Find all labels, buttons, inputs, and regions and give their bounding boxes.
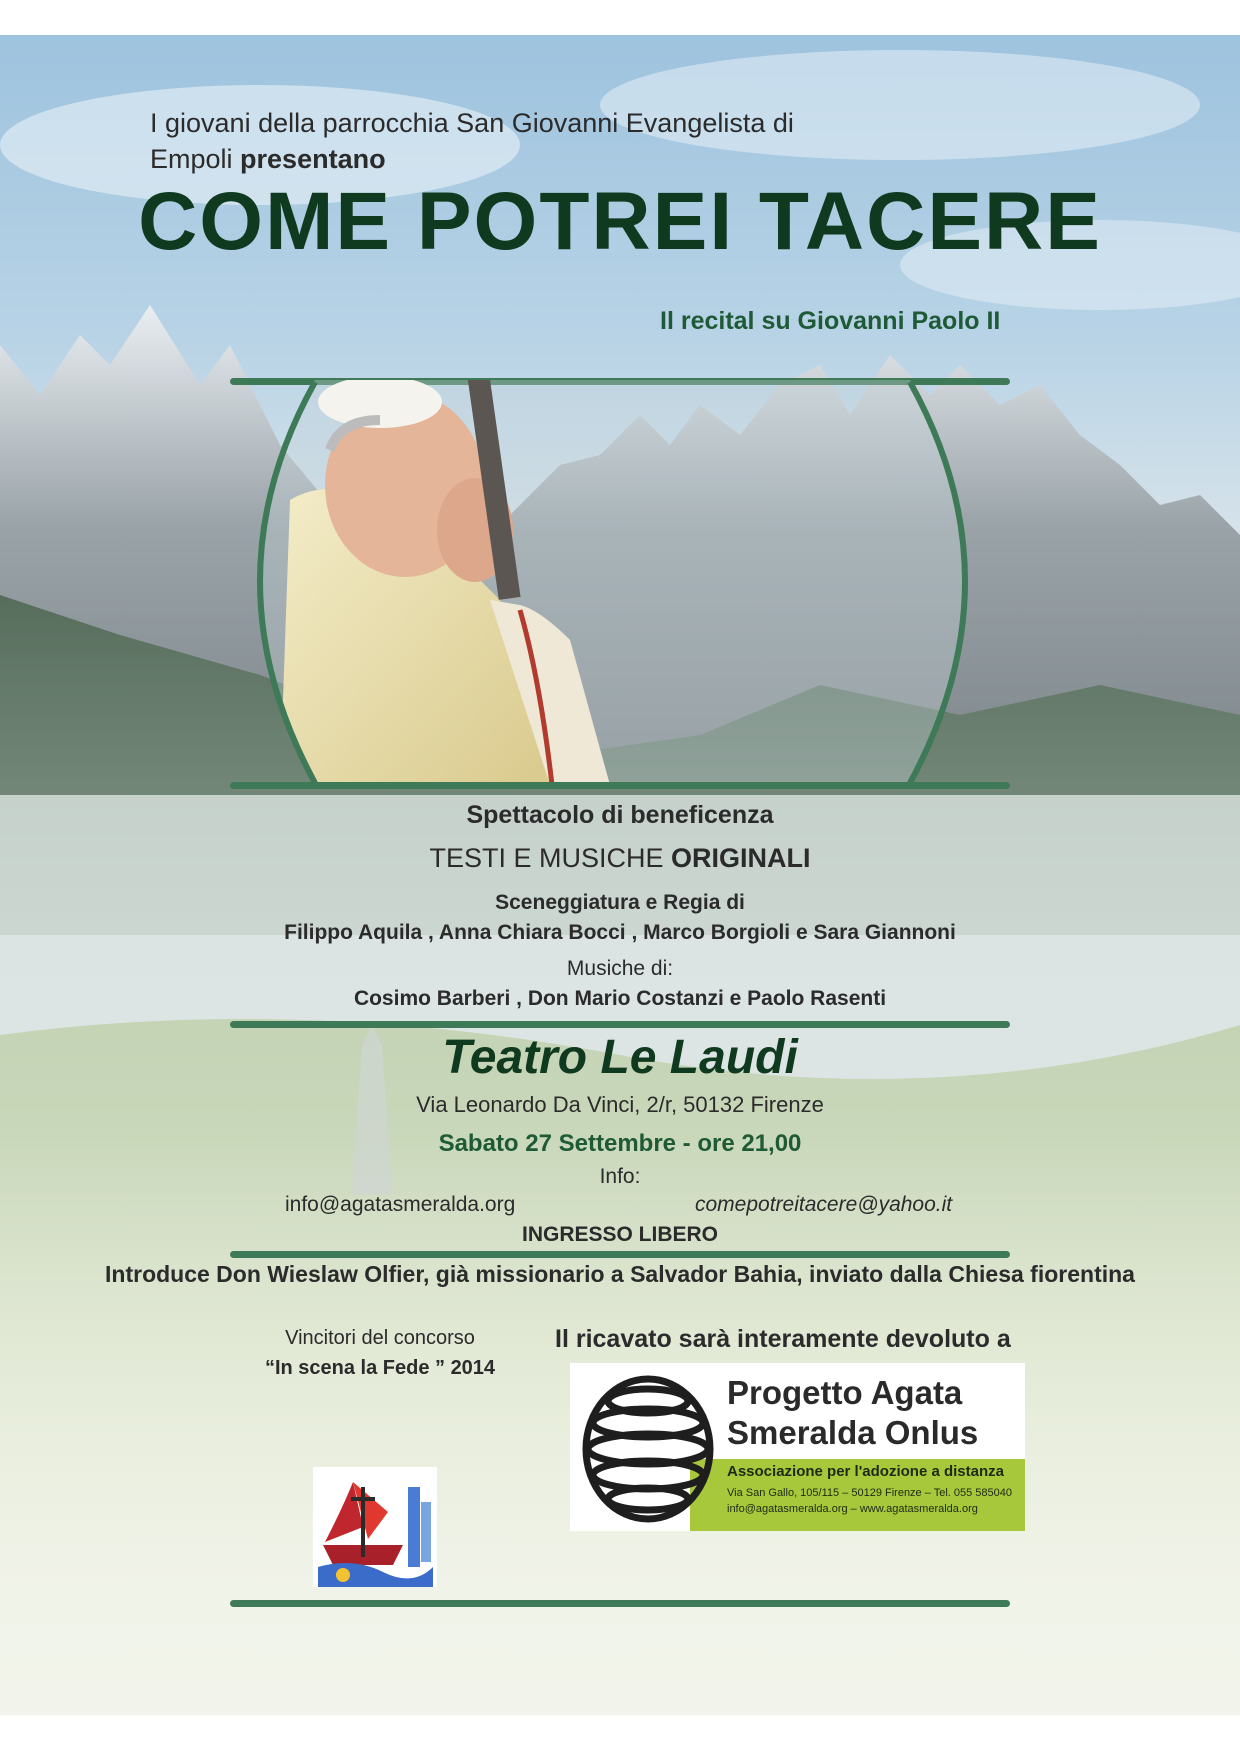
originals-label: ORIGINALI	[671, 843, 811, 873]
introduction-line: Introduce Don Wieslaw Olfier, già missionario a Salvador Bahia, inviato dalla Chiesa fiorentina	[105, 1261, 1135, 1287]
divider-venue	[230, 1021, 1010, 1028]
composers-list: Cosimo Barberi , Don Mario Costanzi e Paolo Rasenti	[353, 987, 887, 1010]
page-title: COME POTREI TACERE	[138, 176, 1102, 267]
charity-label: Spettacolo di beneficenza	[466, 801, 774, 829]
venue-address: Via Leonardo Da Vinci, 2/r, 50132 Firenze	[416, 1092, 824, 1117]
email-agatasmeralda[interactable]: info@agatasmeralda.org	[285, 1193, 516, 1216]
contest-logo-image	[313, 1467, 437, 1587]
org-name-line-1: Progetto Agata	[727, 1374, 963, 1411]
org-name	[727, 1373, 978, 1453]
texts-label: TESTI E MUSICHE	[429, 843, 672, 873]
intro-line-2-b: presentano	[240, 144, 386, 174]
divider-bottom	[230, 1600, 1010, 1607]
poster	[0, 35, 1240, 1715]
org-tagline: Associazione per l'adozione a distanza	[727, 1463, 1004, 1480]
event-datetime: Sabato 27 Settembre - ore 21,00	[438, 1130, 802, 1157]
award-text	[230, 1323, 530, 1383]
org-contacts: info@agatasmeralda.org – www.agatasmeralda.org	[727, 1503, 978, 1515]
divider-intro	[230, 1251, 1010, 1258]
donation-heading: Il ricavato sarà interamente devoluto a	[555, 1325, 1011, 1353]
intro-line-2-a: Empoli	[150, 144, 241, 174]
org-address: Via San Gallo, 105/115 – 50129 Firenze – Tel. 055 585040	[727, 1487, 1012, 1499]
original-works-line	[0, 843, 1240, 874]
music-label: Musiche di:	[566, 957, 674, 980]
direction-label: Sceneggiatura e Regia di	[495, 891, 745, 914]
org-name-line-2: Smeralda Onlus	[727, 1414, 979, 1451]
award-line-2: “In scena la Fede ” 2014	[264, 1357, 496, 1379]
free-entry-label: INGRESSO LIBERO	[521, 1223, 719, 1246]
directors-list: Filippo Aquila , Anna Chiara Bocci , Marco Borgioli e Sara Giannoni	[284, 921, 956, 944]
subtitle: Il recital su Giovanni Paolo II	[660, 307, 1001, 335]
divider-portrait-bottom	[230, 782, 1010, 789]
info-label: Info:	[599, 1165, 641, 1188]
org-logo-card	[570, 1363, 1025, 1531]
venue-name: Teatro Le Laudi	[442, 1031, 798, 1084]
email-comepotreitacere[interactable]: comepotreitacere@yahoo.it	[695, 1193, 953, 1216]
intro-line-1: I giovani della parrocchia San Giovanni Evangelista di	[150, 108, 794, 138]
intro-text	[150, 105, 850, 177]
globe-stripes-logo	[578, 1371, 718, 1526]
award-line-1: Vincitori del concorso	[285, 1327, 475, 1349]
pope-portrait-image	[220, 380, 1020, 785]
